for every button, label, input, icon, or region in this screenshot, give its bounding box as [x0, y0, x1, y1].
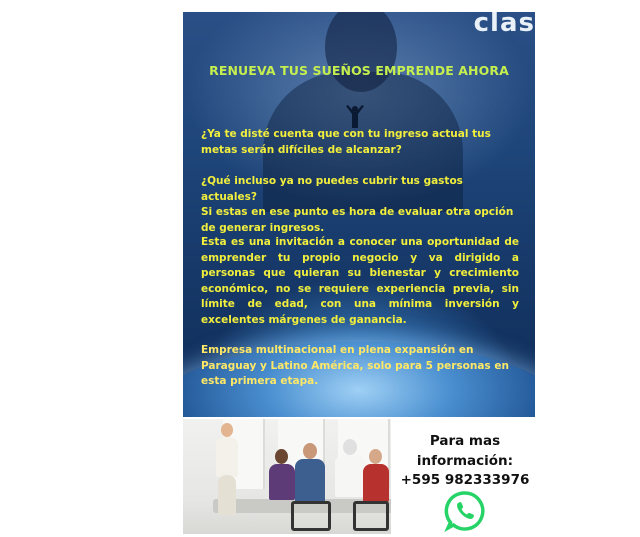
- photo-chair: [291, 501, 331, 531]
- photo-person-head: [221, 423, 233, 437]
- paragraph-expenses-line1: ¿Qué incluso ya no puedes cubrir tus gastos actuales?: [201, 175, 463, 203]
- photo-person-body: [295, 459, 325, 503]
- paragraph-income-goals: ¿Ya te disté cuenta que con tu ingreso actual tus metas serán difíciles de alcanzar?: [201, 128, 491, 156]
- photo-person-body: [363, 464, 389, 502]
- photo-person-head: [303, 443, 317, 459]
- whatsapp-icon[interactable]: [444, 490, 486, 532]
- contact-line1: Para mas: [429, 433, 501, 449]
- photo-chair: [353, 501, 389, 531]
- contact-line2: información:: [416, 452, 514, 469]
- paragraph-invitation: Esta es una invitación a conocer una oportunidad de emprender tu propio negocio y va dirigido a personas que quieran su bienestar y crecimiento económico, no se requiere experiencia previa, sin límite de edad, con una mínima inversión y excelentes márgenes de ganancia.: [201, 236, 519, 326]
- flyer-banner: [183, 12, 535, 417]
- meeting-photo: [183, 419, 391, 534]
- paragraph-expenses-line2: Si estas en ese punto es hora de evaluar otra opción de generar ingresos.: [201, 206, 514, 234]
- paragraph-company: Empresa multinacional en plena expansión en Paraguay y Latino América, solo para 5 personas en esta primera etapa.: [201, 344, 509, 387]
- photo-person-head: [369, 449, 382, 464]
- photo-person-head: [275, 449, 288, 464]
- flyer-headline: RENUEVA TUS SUEÑOS EMPRENDE AHORA: [209, 63, 509, 78]
- contact-phone[interactable]: +595 982333976: [400, 472, 530, 488]
- photo-person-head: [343, 439, 357, 455]
- contact-info: [395, 432, 535, 491]
- photo-person-body: [216, 437, 238, 477]
- paragraph-expenses: [201, 174, 519, 236]
- brand-logo[interactable]: clas: [473, 12, 535, 34]
- photo-person-body: [335, 455, 365, 497]
- photo-person-body: [269, 464, 295, 500]
- photo-person-body: [218, 475, 236, 515]
